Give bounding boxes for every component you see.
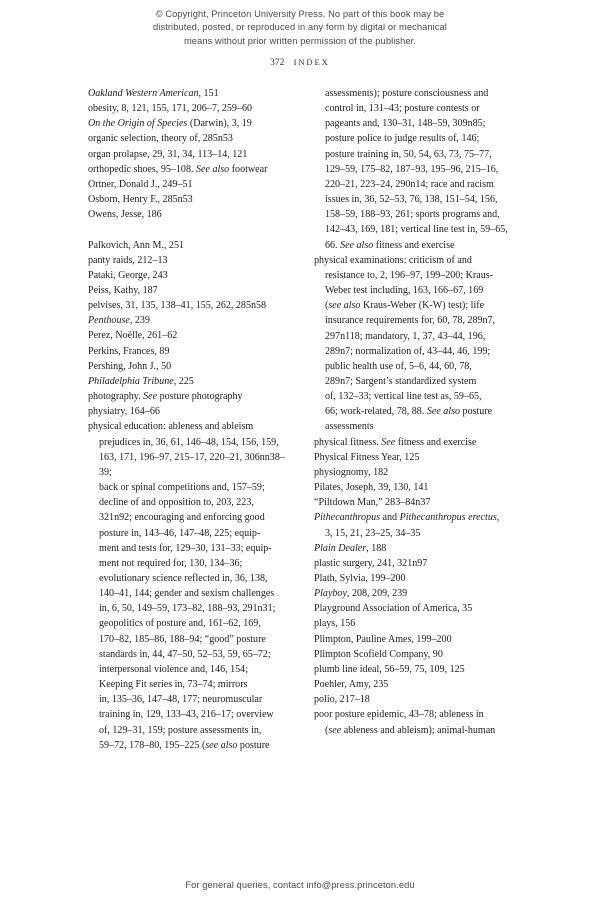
index-subentry-line: posture in, 143–46, 147–48, 225; equip- <box>99 527 261 539</box>
index-subentry-line: of, 129–31, 159; posture assessments in, <box>99 724 262 736</box>
index-entry: Pershing, John J., 50 <box>88 360 172 372</box>
index-entry: obesity, 8, 121, 155, 171, 206–7, 259–60 <box>88 103 253 115</box>
index-subentry-line: ment and tests for, 129–30, 131–33; equip- <box>99 542 272 554</box>
index-subentry-line: 289n7; Sargent’s standardized system <box>325 375 477 387</box>
index-subentry-line: control in, 131–43; posture contests or <box>325 103 480 115</box>
index-entry: physiognomy, 182 <box>314 466 389 478</box>
index-subentry-line: 321n92; encouraging and enforcing good <box>99 512 265 524</box>
index-column-right <box>314 86 519 811</box>
index-body <box>88 86 520 811</box>
index-subentry-line: (see ableness and ableism); animal-human <box>325 724 496 736</box>
index-entry: plastic surgery, 241, 321n97 <box>314 557 428 569</box>
index-entry: Playground Association of America, 35 <box>314 603 473 615</box>
index-entry: Pithecanthropus and Pithecanthropus erectus, <box>314 512 500 524</box>
index-subentry-line: resistance to, 2, 196–97, 199–200; Kraus- <box>325 269 493 281</box>
index-subentry-line: 129–59, 175–82, 187–93, 195–96, 215–16, <box>325 163 499 175</box>
copyright-line-2: distributed, posted, or reproduced in any form by digital or mechanical <box>153 22 447 33</box>
index-entry: On the Origin of Species (Darwin), 3, 19 <box>88 118 252 130</box>
index-subentry-line: 289n7; normalization of, 43–44, 46, 199; <box>325 345 491 357</box>
index-subentry-line: 163, 171, 196–97, 215–17, 220–21, 306nn38–39; <box>99 451 285 478</box>
index-subentry-line: 220–21, 223–24, 290n14; race and racism <box>325 178 494 190</box>
index-entry: organic selection, theory of, 285n53 <box>88 133 233 145</box>
index-entry: orthopedic shoes, 95–108. See also footwear <box>88 163 268 175</box>
index-entry: pelvises, 31, 135, 138–41, 155, 262, 285n58 <box>88 300 267 312</box>
index-entry: physiatry, 164–66 <box>88 406 160 418</box>
index-subentry-line: geopolitics of posture and, 161–62, 169, <box>99 618 261 630</box>
index-column-left <box>88 86 293 811</box>
index-entry: plumb line ideal, 56–59, 75, 109, 125 <box>314 663 465 675</box>
index-subentry-line: of, 132–33; vertical line test as, 59–65, <box>325 391 482 403</box>
index-subentry-line: 3, 15, 21, 23–25, 34–35 <box>325 527 421 539</box>
index-subentry-line: evolutionary science reflected in, 36, 138, <box>99 572 268 584</box>
index-entry: plays, 156 <box>314 618 356 630</box>
index-entry: Pilates, Joseph, 39, 130, 141 <box>314 482 429 494</box>
index-subentry-line: 140–41, 144; gender and sexism challenges <box>99 588 275 600</box>
index-subentry-line: assessments); posture consciousness and <box>325 88 489 99</box>
index-entry: physical fitness. See fitness and exercise <box>314 436 477 448</box>
index-entry: Perez, Noëlle, 261–62 <box>88 330 178 342</box>
index-entry: Physical Fitness Year, 125 <box>314 451 420 463</box>
index-subentry-line: in, 135–36, 147–48, 177; neuromuscular <box>99 694 263 706</box>
index-subentry-line: decline of and opposition to, 203, 223, <box>99 497 254 509</box>
index-subentry-line: back or spinal competitions and, 157–59; <box>99 482 265 494</box>
index-entry: Plath, Sylvia, 199–200 <box>314 573 406 584</box>
index-subentry-line: 158–59, 188–93, 261; sports programs and, <box>325 209 500 221</box>
index-entry: Oakland Western American, 151 <box>88 88 219 99</box>
copyright-line-1: © Copyright, Princeton University Press. No part of this book may be <box>155 9 445 19</box>
index-subentry-line: 59–72, 178–80, 195–225 (see also posture <box>99 739 270 751</box>
index-entry: Philadelphia Tribune, 225 <box>88 375 194 387</box>
index-subentry-line: 66. See also fitness and exercise <box>325 239 455 251</box>
index-entry: Plain Dealer, 188 <box>314 542 387 554</box>
index-entry: Owens, Jesse, 186 <box>88 209 162 221</box>
index-entry-spacer <box>88 222 293 237</box>
index-entry: Plimpton, Pauline Ames, 199–200 <box>314 633 452 645</box>
index-subentry-line: insurance requirements for, 60, 78, 289n7, <box>325 315 496 327</box>
index-subentry-line: posture police to judge results of, 146; <box>325 133 480 145</box>
index-entry: organ prolapse, 29, 31, 34, 113–14, 121 <box>88 148 248 160</box>
index-entry: Penthouse, 239 <box>88 315 150 327</box>
index-subentry-line: posture training in, 50, 54, 63, 73, 75–77, <box>325 148 492 160</box>
index-subentry-line: assessments <box>325 421 374 433</box>
index-subentry-line: issues in, 36, 52–53, 76, 138, 151–54, 156, <box>325 194 498 206</box>
index-entry: Perkins, Frances, 89 <box>88 345 170 357</box>
index-entry: Peiss, Kathy, 187 <box>88 285 158 297</box>
index-entry: “Piltdown Man,” 283–84n37 <box>314 497 431 509</box>
index-entry: Plimpton Scofield Company, 90 <box>314 648 443 660</box>
index-entry: panty raids, 212–13 <box>88 254 168 266</box>
index-subentry-line: training in, 129, 133–43, 216–17; overview <box>99 709 274 721</box>
index-subentry-line: prejudices in, 36, 61, 146–48, 154, 156, 159, <box>99 436 279 448</box>
index-entry: Osborn, Henry F., 285n53 <box>88 194 193 206</box>
index-entry: Playboy, 208, 209, 239 <box>314 588 408 600</box>
running-head-label: INDEX <box>293 57 330 67</box>
index-subentry-line: pageants and, 130–31, 148–59, 309n85; <box>325 118 486 130</box>
copyright-line-3: means without prior written permission of the publisher. <box>183 35 417 46</box>
index-subentry-line: standards in, 44, 47–50, 52–53, 59, 65–72; <box>99 648 271 660</box>
index-entry: physical education: ableness and ableism <box>88 421 254 433</box>
index-subentry-line: 297n118; mandatory, 1, 37, 43–44, 196, <box>325 330 486 342</box>
copyright-notice <box>131 8 469 48</box>
page-number: 372 <box>270 57 285 67</box>
index-subentry-line: 142–43, 169, 181; vertical line test in, 59–65, <box>325 224 508 236</box>
index-entry: Poehler, Amy, 235 <box>314 679 389 691</box>
index-entry: Pataki, George, 243 <box>88 269 168 281</box>
index-entry: physical examinations: criticism of and <box>314 254 472 266</box>
index-entry: photography. See posture photography <box>88 391 243 403</box>
index-subentry-line: 66; work-related, 78, 88. See also posture <box>325 406 493 418</box>
index-subentry-line: (see also Kraus-Weber (K-W) test); life <box>325 300 485 312</box>
index-subentry-line: interpersonal violence and, 146, 154; <box>99 663 248 675</box>
index-subentry-line: in, 6, 50, 149–59, 173–82, 188–93, 291n31; <box>99 603 276 615</box>
index-entry: polio, 217–18 <box>314 694 370 706</box>
index-entry: poor posture epidemic, 43–78; ableness in <box>314 709 484 721</box>
index-subentry-line: Keeping Fit series in, 73–74; mirrors <box>99 679 248 691</box>
page-footer: For general queries, contact info@press.princeton.edu <box>185 880 415 890</box>
index-subentry-line: public health use of, 5–6, 44, 60, 78, <box>325 360 472 372</box>
index-subentry-line: 170–82, 185–86, 188–94; “good” posture <box>99 633 266 645</box>
index-entry: Ortner, Donald J., 249–51 <box>88 178 193 190</box>
index-subentry-line: ment not required for, 130, 134–36; <box>99 557 243 569</box>
running-head <box>0 57 600 67</box>
index-entry: Palkovich, Ann M., 251 <box>88 239 185 251</box>
index-subentry-line: Weber test including, 163, 166–67, 169 <box>325 285 484 297</box>
